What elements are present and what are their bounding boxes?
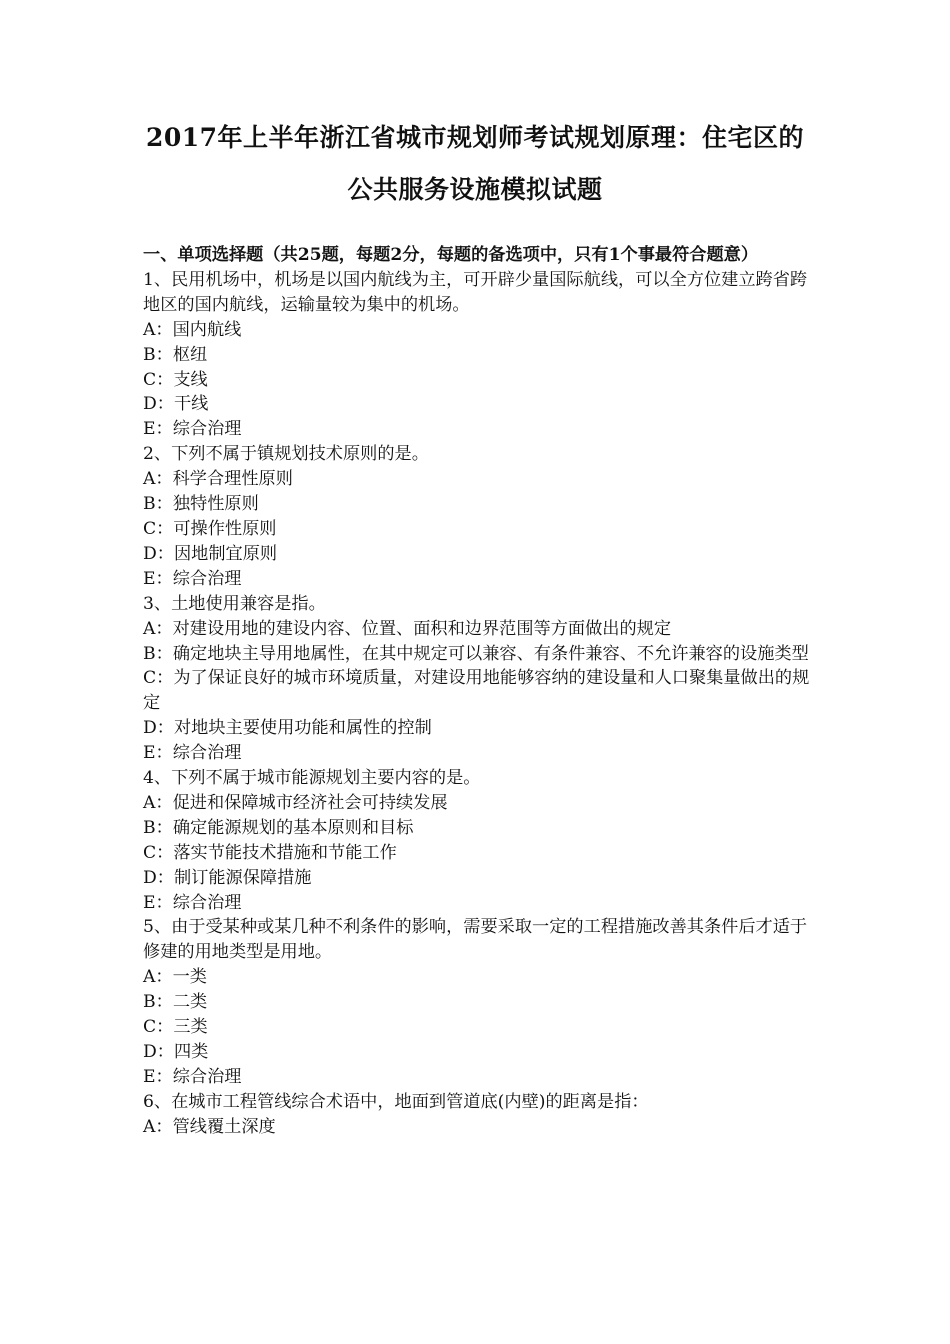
option-b: B：确定能源规划的基本原则和目标 <box>143 817 414 838</box>
option-c: C：落实节能技术措施和节能工作 <box>143 842 397 863</box>
option-c: C：为了保证良好的城市环境质量，对建设用地能够容纳的建设量和人口聚集量做出的规定 <box>143 668 810 714</box>
question-4 <box>143 766 811 915</box>
option-d: D：因地制宜原则 <box>143 543 278 564</box>
question-3 <box>143 592 811 766</box>
question-6 <box>143 1090 811 1140</box>
option-a: A：科学合理性原则 <box>143 469 293 490</box>
option-b: B：确定地块主导用地属性，在其中规定可以兼容、有条件兼容、不允许兼容的设施类型 <box>143 643 809 664</box>
option-a: A：管线覆土深度 <box>143 1116 276 1137</box>
section-heading: 一、单项选择题（共25题，每题2分，每题的备选项中，只有1个事最符合题意） <box>143 245 759 265</box>
question-1 <box>143 268 811 442</box>
option-c: C：支线 <box>143 369 208 390</box>
option-e: E：综合治理 <box>143 568 242 589</box>
question-text: 4、下列不属于城市能源规划主要内容的是。 <box>143 768 481 789</box>
option-b: B：二类 <box>143 992 208 1013</box>
option-d: D：制订能源保障措施 <box>143 867 312 888</box>
option-a: A：对建设用地的建设内容、位置、面积和边界范围等方面做出的规定 <box>143 618 672 639</box>
question-text: 5、由于受某种或某几种不利条件的影响，需要采取一定的工程措施改善其条件后才适于修建的用地类型是用地。 <box>143 917 808 963</box>
question-text: 1、民用机场中，机场是以国内航线为主，可开辟少量国际航线，可以全方位建立跨省跨地区的国内航线，运输量较为集中的机场。 <box>143 269 808 315</box>
option-b: B：枢纽 <box>143 344 208 365</box>
option-d: D：对地块主要使用功能和属性的控制 <box>143 718 432 739</box>
document-title-line-1: 2017年上半年浙江省城市规划师考试规划原理：住宅区的 <box>145 123 805 152</box>
option-e: E：综合治理 <box>143 419 242 440</box>
option-a: A：国内航线 <box>143 319 242 340</box>
option-c: C：三类 <box>143 1017 208 1038</box>
question-text: 6、在城市工程管线综合术语中，地面到管道底(内壁)的距离是指： <box>143 1091 649 1112</box>
question-5 <box>143 915 811 1089</box>
option-e: E：综合治理 <box>143 1066 242 1087</box>
option-a: A：一类 <box>143 967 207 988</box>
option-a: A：促进和保障城市经济社会可持续发展 <box>143 792 448 813</box>
option-e: E：综合治理 <box>143 743 242 764</box>
question-text: 3、土地使用兼容是指。 <box>143 593 326 614</box>
option-e: E：综合治理 <box>143 892 242 913</box>
document-title-line-2: 公共服务设施模拟试题 <box>347 175 603 204</box>
option-c: C：可操作性原则 <box>143 518 277 539</box>
option-d: D：干线 <box>143 394 209 415</box>
document-body <box>143 243 811 1140</box>
question-text: 2、下列不属于镇规划技术原则的是。 <box>143 444 429 465</box>
option-b: B：独特性原则 <box>143 494 259 515</box>
question-2 <box>143 442 811 591</box>
option-d: D：四类 <box>143 1042 209 1062</box>
